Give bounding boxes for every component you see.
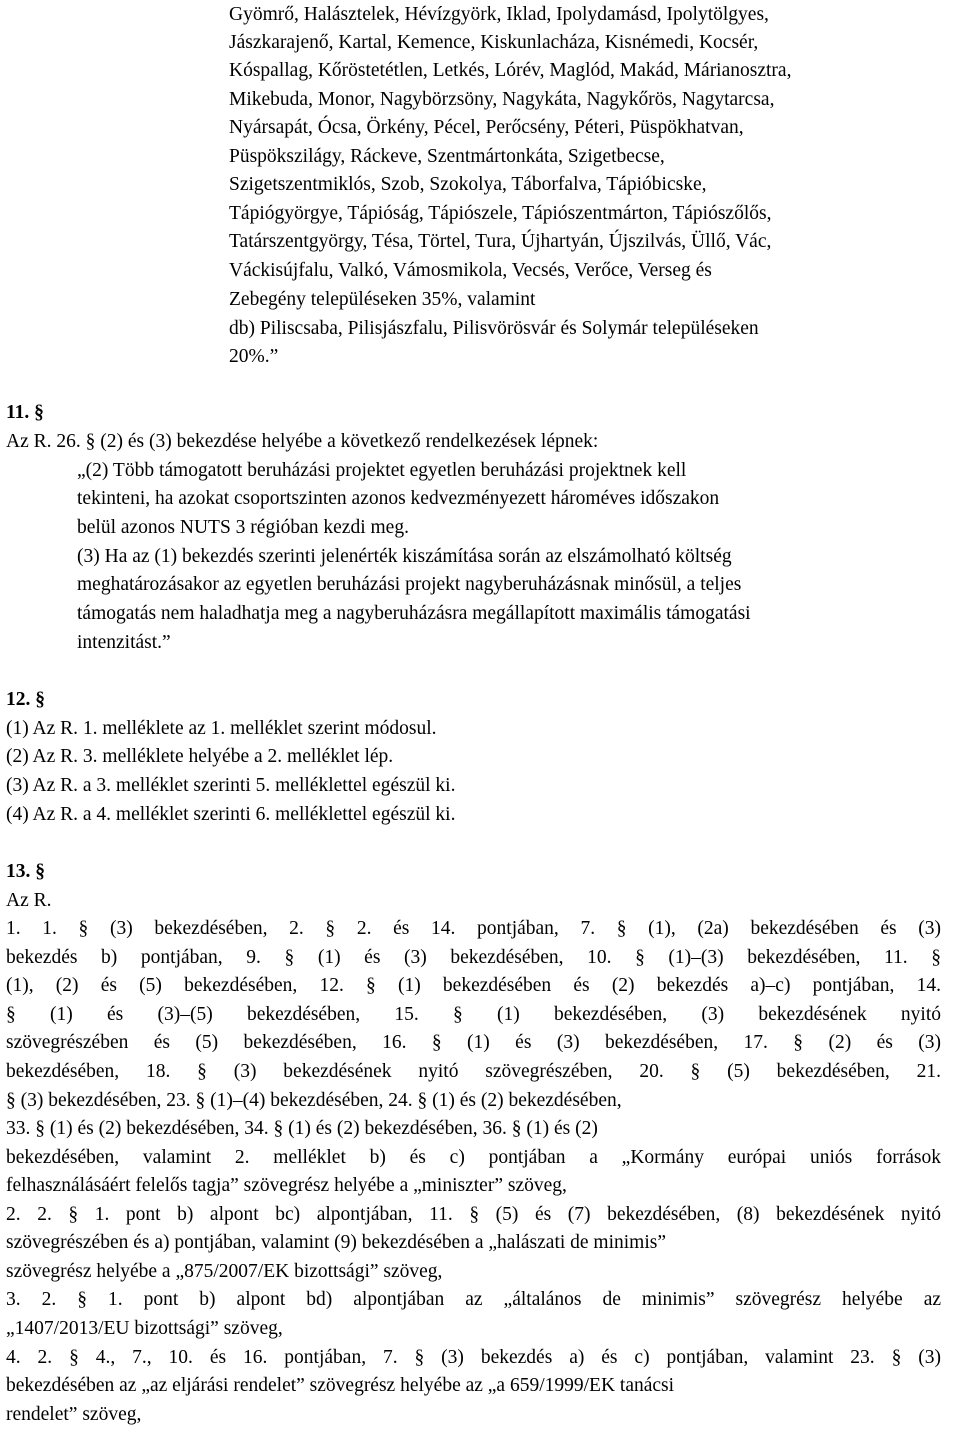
text-line: felhasználásáért felelős tagja” szövegrész helyébe a „miniszter” szöveg, bbox=[6, 1175, 567, 1196]
text-line: § (3) bekezdésében, 23. § (1)–(4) bekezdésében, 24. § (1) és (2) bekezdésében, bbox=[6, 1090, 622, 1111]
quote-line: támogatás nem haladhatja meg a nagyberuházásra megállapított maximális támogatási bbox=[77, 603, 751, 624]
text-line: (1), (2) és (5) bekezdésében, 12. § (1) bekezdésében és (2) bekezdés a)–c) pontjában, 14. bbox=[6, 975, 941, 996]
text-line: § (1) és (3)–(5) bekezdésében, 15. § (1) bekezdésében, (3) bekezdésének nyitó bbox=[6, 1004, 941, 1025]
text-line: Zebegény településeken 35%, valamint bbox=[229, 289, 536, 310]
text-line: Jászkarajenő, Kartal, Kemence, Kiskunlacháza, Kisnémedi, Kocsér, bbox=[229, 32, 759, 53]
text-line: bekezdésében, 18. § (3) bekezdésének nyitó szövegrészében, 20. § (5) bekezdésében, 21. bbox=[6, 1061, 941, 1082]
text-line: szövegrész helyébe a „875/2007/EK bizottsági” szöveg, bbox=[6, 1261, 443, 1282]
text-line: Váckisújfalu, Valkó, Vámosmikola, Vecsés, Verőce, Verseg és bbox=[229, 260, 712, 281]
quote-line: meghatározásakor az egyetlen beruházási projekt nagyberuházásnak minősül, a teljes bbox=[77, 574, 742, 595]
text-line: bekezdés b) pontjában, 9. § (1) és (3) bekezdésében, 10. § (1)–(3) bekezdésében, 11. § bbox=[6, 947, 941, 968]
text-line: 1. 1. § (3) bekezdésében, 2. § 2. és 14. pontjában, 7. § (1), (2a) bekezdésében és (3) bbox=[6, 918, 941, 939]
text-line: „1407/2013/EU bizottsági” szöveg, bbox=[6, 1318, 283, 1339]
text-line: 4. 2. § 4., 7., 10. és 16. pontjában, 7. § (3) bekezdés a) és c) pontjában, valamint 23. § (3) bbox=[6, 1347, 941, 1368]
text-line: 20%.” bbox=[229, 346, 279, 367]
quote-line: (3) Ha az (1) bekezdés szerinti jelenérték kiszámítása során az elszámolható költség bbox=[77, 546, 732, 567]
text-line: Püspökszilágy, Ráckeve, Szentmártonkáta, Szigetbecse, bbox=[229, 146, 665, 167]
text-line: Szigetszentmiklós, Szob, Szokolya, Táborfalva, Tápióbicske, bbox=[229, 174, 707, 195]
quote-line: „(2) Több támogatott beruházási projektet egyetlen beruházási projektnek kell bbox=[77, 460, 687, 481]
text-line: Tatárszentgyörgy, Tésa, Törtel, Tura, Újhartyán, Újszilvás, Üllő, Vác, bbox=[229, 231, 772, 252]
section-intro: Az R. 26. § (2) és (3) bekezdése helyébe a következő rendelkezések lépnek: bbox=[6, 431, 599, 452]
quote-line: intenzitást.” bbox=[77, 632, 171, 653]
list-item: (3) Az R. a 3. melléklet szerinti 5. melléklettel egészül ki. bbox=[6, 775, 456, 796]
text-line: szövegrészében és (5) bekezdésében, 16. § (1) és (3) bekezdésében, 17. § (2) és (3) bbox=[6, 1032, 941, 1053]
list-item: (4) Az R. a 4. melléklet szerinti 6. melléklettel egészül ki. bbox=[6, 804, 456, 825]
text-line: 33. § (1) és (2) bekezdésében, 34. § (1) és (2) bekezdésében, 36. § (1) és (2) bbox=[6, 1118, 598, 1139]
text-line: Kóspallag, Kőröstetétlen, Letkés, Lórév, Maglód, Makád, Márianosztra, bbox=[229, 60, 792, 81]
text-line: Gyömrő, Halásztelek, Hévízgyörk, Iklad, Ipolydamásd, Ipolytölgyes, bbox=[229, 4, 769, 25]
list-item: (1) Az R. 1. melléklete az 1. melléklet szerint módosul. bbox=[6, 718, 437, 739]
text-line: rendelet” szöveg, bbox=[6, 1404, 142, 1425]
text-line: 2. 2. § 1. pont b) alpont bc) alpontjában, 11. § (5) és (7) bekezdésében, (8) bekezdésének nyitó bbox=[6, 1204, 941, 1225]
list-item: (2) Az R. 3. melléklete helyébe a 2. melléklet lép. bbox=[6, 746, 394, 767]
section-heading-12: 12. § bbox=[6, 689, 45, 710]
section-intro: Az R. bbox=[6, 890, 52, 911]
quote-line: belül azonos NUTS 3 régióban kezdi meg. bbox=[77, 517, 409, 538]
text-line: 3. 2. § 1. pont b) alpont bd) alpontjában az „általános de minimis” szövegrész helyébe az bbox=[6, 1289, 941, 1310]
text-line: Tápiógyörgye, Tápióság, Tápiószele, Tápiószentmárton, Tápiószőlős, bbox=[229, 203, 772, 224]
text-line: szövegrészében és a) pontjában, valamint (9) bekezdésében a „halászati de minimis” bbox=[6, 1232, 667, 1253]
text-line: db) Piliscsaba, Pilisjászfalu, Pilisvörösvár és Solymár településeken bbox=[229, 318, 759, 339]
section-heading-13: 13. § bbox=[6, 861, 45, 882]
section-heading-11: 11. § bbox=[6, 402, 44, 423]
text-line: Nyársapát, Ócsa, Örkény, Pécel, Perőcsény, Péteri, Püspökhatvan, bbox=[229, 117, 744, 138]
text-line: Mikebuda, Monor, Nagybörzsöny, Nagykáta, Nagykőrös, Nagytarcsa, bbox=[229, 89, 775, 110]
text-line: bekezdésében az „az eljárási rendelet” szövegrész helyébe az „a 659/1999/EK tanácsi bbox=[6, 1375, 675, 1396]
text-line: bekezdésében, valamint 2. melléklet b) és c) pontjában a „Kormány európai uniós források bbox=[6, 1147, 941, 1168]
quote-line: tekinteni, ha azokat csoportszinten azonos kedvezményezett hároméves időszakon bbox=[77, 488, 720, 509]
